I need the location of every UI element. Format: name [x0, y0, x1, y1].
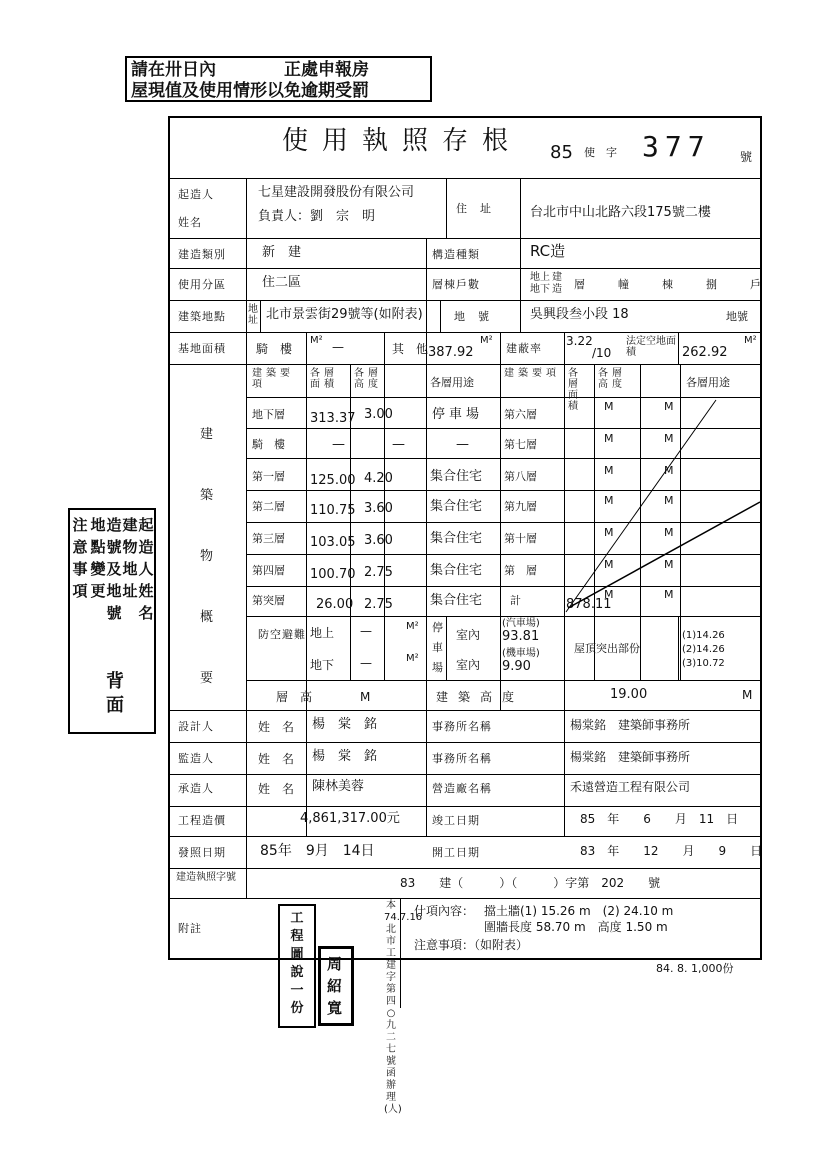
- side-note: [68, 508, 156, 734]
- arcade-value: —: [332, 340, 344, 354]
- above-label: 地上: [530, 272, 550, 283]
- lot-suffix: 地號: [726, 310, 748, 323]
- notes-caution: 注意事項：（如附表）: [414, 938, 529, 952]
- build-type-label: 建造類別: [178, 248, 226, 261]
- contractor-name: 陳林美蓉: [312, 779, 365, 794]
- base-area-label: 基地面積: [178, 342, 226, 355]
- lot-value: 吳興段叁小段 18: [530, 307, 629, 322]
- floor-use: 集合住宅: [430, 531, 483, 546]
- floor-use: —: [456, 437, 469, 452]
- shelter-label-top: 防空避難: [258, 628, 306, 641]
- permit-word: 使 字: [584, 146, 617, 159]
- form-title: 使用執照存根: [282, 126, 523, 156]
- coverage-label: 建蔽率: [506, 342, 542, 355]
- notice-box: [125, 56, 432, 102]
- col-head-item-right: 建築要項: [504, 368, 560, 379]
- floor-use: 停車場: [432, 407, 484, 422]
- bldg-height-label: 建築高度: [436, 690, 525, 704]
- done-value: 85 年 6 月 11 日: [580, 812, 739, 826]
- floor-height-label: 層 高: [276, 690, 313, 704]
- owner-name-label: 姓名: [178, 216, 202, 229]
- m-unit: M: [604, 526, 614, 539]
- col-head-height-right: 各層高度: [598, 368, 626, 390]
- stamp-drawings-text: 工程圖說一份: [290, 911, 304, 1016]
- lot-label: 地 號: [454, 310, 490, 323]
- floor-height: —: [392, 437, 405, 452]
- floor-area: 103.05: [310, 535, 356, 550]
- indoor-car-label: (汽車場): [502, 618, 540, 629]
- notice-line-2: 屋現值及使用情形以免逾期受罰: [131, 81, 369, 101]
- designer-office: 楊棠銘 建築師事務所: [570, 718, 691, 732]
- m2-unit: M²: [480, 335, 493, 346]
- floor-height: 4.20: [364, 471, 393, 486]
- contractor-label: 承造人: [178, 782, 214, 795]
- floor-name-right: 第十層: [504, 532, 537, 545]
- m-unit: M: [664, 400, 674, 413]
- indoor-moto-label: (機車場): [502, 648, 540, 659]
- m-unit: M: [664, 432, 674, 445]
- owner-address: 台北市中山北路六段175號二樓: [530, 205, 711, 220]
- floor-use: 集合住宅: [430, 469, 483, 484]
- total-area: 878.11: [566, 597, 612, 612]
- site-address: 北市景雲街29號等(如附表): [266, 307, 423, 322]
- designer-name-label: 姓 名: [258, 720, 295, 734]
- projection-1: (1)14.26: [682, 630, 725, 641]
- floor-name-right: 第七層: [504, 438, 537, 451]
- start-value: 83 年 12 月 9 日: [580, 844, 763, 858]
- m2-unit: M²: [744, 335, 757, 346]
- open-space-label: 法定空地面積: [626, 336, 676, 358]
- floor-area: 125.00: [310, 473, 356, 488]
- coverage-denom: /10: [592, 346, 612, 360]
- indoor-car-value: 93.81: [502, 629, 540, 644]
- start-label: 開工日期: [432, 846, 480, 859]
- shelter-below-dash: —: [360, 656, 372, 670]
- floor-name: 騎 樓: [252, 438, 285, 451]
- side-note-col-5: 注意事項: [72, 516, 88, 600]
- below-suffix: 造: [552, 284, 562, 295]
- stamp-seal-text: 周紹寬: [327, 955, 343, 1017]
- floor-name: 第突層: [252, 594, 285, 607]
- cost-label: 工程造價: [178, 814, 226, 827]
- vertical-note: 本74.7.16北市工建字第四○九二七號函辦理(人): [384, 900, 423, 1115]
- floor-area: 26.00: [316, 597, 354, 612]
- projection-2: (2)14.26: [682, 644, 725, 655]
- issue-label: 發照日期: [178, 846, 226, 859]
- notice-line-1: 請在卅日內 正處申報房: [131, 60, 369, 80]
- floor-use: 集合住宅: [430, 563, 483, 578]
- floor-name: 第一層: [252, 470, 285, 483]
- contractor-office-label: 營造廠名稱: [432, 782, 492, 795]
- open-space-value: 262.92: [682, 345, 728, 360]
- m-unit: M: [604, 464, 614, 477]
- col-head-use-right: 各層用途: [686, 376, 730, 389]
- floor-height: 2.75: [364, 597, 393, 612]
- below-label: 地下: [530, 284, 550, 295]
- m-unit: M: [360, 690, 371, 704]
- items-label: 什項內容：: [414, 904, 475, 918]
- floor-name: 地下層: [252, 408, 285, 421]
- m-unit: M: [604, 494, 614, 507]
- floor-name-right: 第八層: [504, 470, 537, 483]
- floor-height: 3.00: [364, 407, 393, 422]
- supervisor-office: 楊棠銘 建築師事務所: [570, 750, 691, 764]
- m-unit: M: [604, 432, 614, 445]
- shelter-above-dash: —: [360, 624, 372, 638]
- m-unit: M: [664, 526, 674, 539]
- floor-use: 集合住宅: [430, 499, 483, 514]
- floor-area: 110.75: [310, 503, 356, 518]
- m-unit: M: [604, 588, 614, 601]
- floor-height: 2.75: [364, 565, 393, 580]
- permit-year: 85: [550, 142, 573, 163]
- shelter-above: 地上: [310, 626, 335, 640]
- floor-name-right: 第九層: [504, 500, 537, 513]
- m-unit: M: [604, 558, 614, 571]
- m2-unit: M²: [406, 621, 419, 632]
- m-unit: M: [664, 464, 674, 477]
- floor-height: 3.60: [364, 501, 393, 516]
- stamp-drawings: [278, 904, 316, 1028]
- site-diji: 地址: [248, 304, 258, 326]
- side-note-col-3: 造號及地號: [106, 516, 122, 622]
- supervisor-office-label: 事務所名稱: [432, 752, 492, 765]
- supervisor-name: 楊 棠 銘: [312, 749, 378, 764]
- m2-unit: M²: [310, 335, 323, 346]
- owner-company: 七星建設開發股份有限公司: [258, 185, 415, 200]
- zoning-label: 使用分區: [178, 278, 226, 291]
- floors-label: 層棟戶數: [432, 278, 480, 291]
- print-info: 84. 8. 1,000份: [656, 962, 734, 975]
- permit-ref-label: 建造執照字號: [176, 872, 236, 883]
- indoor-moto-value: 9.90: [502, 659, 531, 674]
- projection-3: (3)10.72: [682, 658, 725, 669]
- col-head-item: 建築要項: [252, 368, 294, 390]
- other-value: 387.92: [428, 345, 474, 360]
- col-head-area: 各層面積: [310, 368, 338, 390]
- m-unit: M: [742, 688, 753, 702]
- side-note-col-1: 起造人姓名: [138, 516, 154, 622]
- designer-name: 楊 棠 銘: [312, 717, 378, 732]
- notes-item-2: 圍牆長度 58.70 m 高度 1.50 m: [484, 920, 668, 934]
- building-section-label: 建築物概要: [200, 427, 214, 686]
- void-strike: [170, 118, 764, 962]
- designer-office-label: 事務所名稱: [432, 720, 492, 733]
- coverage-value: 3.22: [566, 334, 593, 348]
- floor-name-right: 計: [510, 594, 521, 607]
- col-head-area-right: 各層面積: [568, 368, 582, 412]
- rule: [400, 898, 401, 1008]
- bldg-height-value: 19.00: [610, 687, 648, 702]
- supervisor-name-label: 姓 名: [258, 752, 295, 766]
- done-label: 竣工日期: [432, 814, 480, 827]
- floor-name: 第二層: [252, 500, 285, 513]
- contractor-office: 禾遠營造工程有限公司: [570, 780, 691, 794]
- notes-label: 附註: [178, 922, 202, 935]
- shelter-below: 地下: [310, 658, 335, 672]
- floor-name: 第四層: [252, 564, 285, 577]
- contractor-name-label: 姓 名: [258, 782, 295, 796]
- owner-representative: 負責人：劉 宗 明: [258, 209, 376, 224]
- side-note-col-2: 建物地址: [122, 516, 138, 600]
- other-label: 其 他: [392, 342, 429, 356]
- col-head-use: 各層用途: [430, 376, 474, 389]
- permit-number: 377: [642, 130, 711, 163]
- units-line: 層 幢 棟 捌 戶: [574, 278, 761, 291]
- cost-value: 4,861,317.00元: [300, 811, 400, 826]
- supervisor-label: 監造人: [178, 752, 214, 765]
- parking-label: 停車場: [432, 621, 443, 674]
- m-unit: M: [664, 588, 674, 601]
- build-type-value: 新 建: [262, 245, 302, 260]
- above-suffix: 建: [552, 272, 562, 283]
- indoor-label-2: 室內: [456, 658, 481, 672]
- zoning-value: 住二區: [262, 275, 302, 290]
- owner-label: 起造人: [178, 188, 214, 201]
- floor-area: 313.37: [310, 411, 356, 426]
- side-note-col-4: 地點變更: [90, 516, 106, 600]
- issue-value: 85年 9月 14日: [260, 843, 375, 859]
- site-label: 建築地點: [178, 310, 226, 323]
- permit-ref-value: 83 建（ ）（ ）字第 202 號: [400, 876, 661, 890]
- floor-area: 100.70: [310, 567, 356, 582]
- col-head-height: 各層高度: [354, 368, 382, 390]
- side-note-back: 背面: [106, 671, 124, 716]
- m-unit: M: [604, 400, 614, 413]
- address-label: 住 址: [456, 202, 492, 215]
- designer-label: 設計人: [178, 720, 214, 733]
- arcade-label: 騎 樓: [256, 342, 293, 356]
- indoor-label-1: 室內: [456, 628, 481, 642]
- m-unit: M: [664, 558, 674, 571]
- struct-label: 構造種類: [432, 248, 480, 261]
- notes-item-1: 擋土牆(1) 15.26 m (2) 24.10 m: [484, 904, 674, 918]
- floor-name: 第三層: [252, 532, 285, 545]
- stamp-seal: [318, 946, 354, 1026]
- floor-use: 集合住宅: [430, 593, 483, 608]
- floor-area: —: [332, 437, 345, 452]
- projection-label: 屋頂突出部份: [574, 642, 640, 655]
- floor-name-right: 第六層: [504, 408, 537, 421]
- m2-unit: M²: [406, 653, 419, 664]
- struct-value: RC造: [530, 242, 566, 260]
- permit-suffix: 號: [740, 150, 753, 164]
- floor-name-right: 第 層: [504, 564, 537, 577]
- m-unit: M: [664, 494, 674, 507]
- floor-height: 3.60: [364, 533, 393, 548]
